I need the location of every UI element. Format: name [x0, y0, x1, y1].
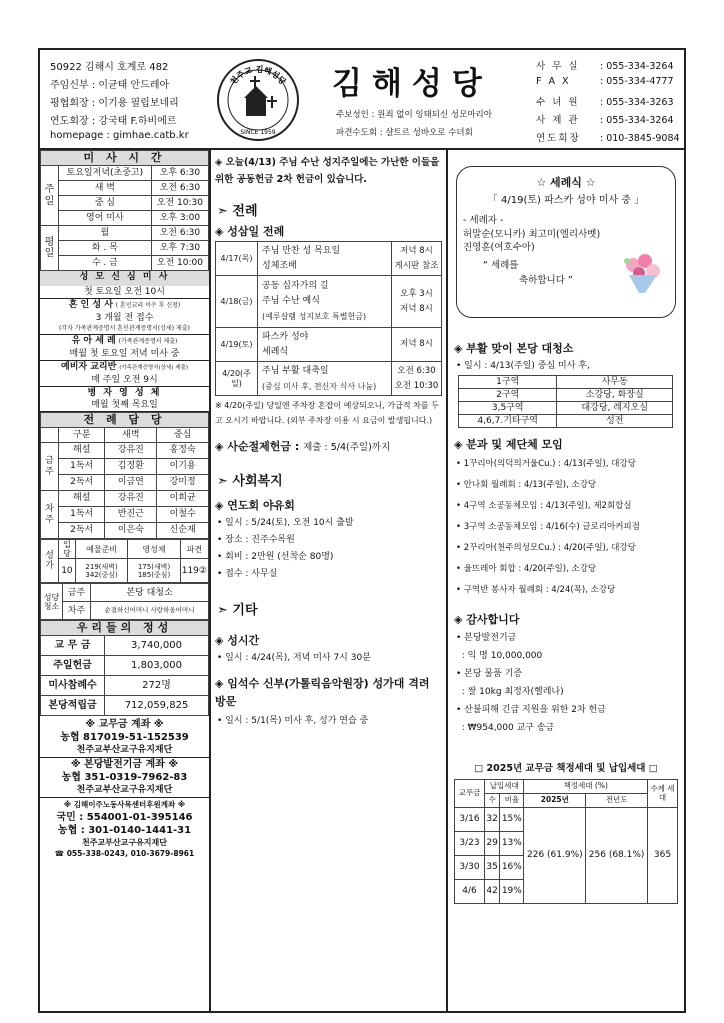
group-meeting-item: • 3구역 소공동체모임 : 4/16(수) 글로리아커피점: [456, 522, 640, 532]
triduum-heading: ◈ 성삼일 전례: [215, 225, 285, 238]
thanks-item: • 본당발전기금: [456, 633, 517, 643]
address: 50922 김해시 호계로 482: [50, 62, 169, 73]
contact-row: 수 녀 원 : 055-334-3263: [536, 97, 674, 108]
thanks-item: : 쌀 10kg 최정자(헬레나): [456, 687, 564, 697]
page-title: 김해성당: [332, 66, 492, 102]
svg-text:천주교 김해성당: 천주교 김해성당: [228, 64, 288, 87]
lent-offering: ◈ 사순절제헌금 : 제출 : 5/4(주일)까지: [215, 440, 391, 453]
sacrament-info: 성 모 신 심 미 사 첫 토요일 오전 10시 혼 인 성 사 ( 혼인교리 이수 후 신청) 3 개월 전 접수 (각자 가족관계증명서 혼인관계증명서(상세) 제출) 유 아 세 례 (가족관계증명서 제출) 매월 첫 토요일 저녁 미사 중 예비자 교리반 (가족관계증명서(상세) 제출) 매 주일 오전 9시 병 자 영 성 체 매월 첫째 목요일: [40, 271, 209, 412]
cleaning-table: 성당 청소 금주 본당 대청소 차주 순결하신어머니 사랑하올어머니: [40, 583, 209, 620]
clean-heading: ◈ 부활 맞이 본당 대청소: [454, 342, 574, 355]
flower-bouquet-icon: [615, 251, 667, 295]
groups-heading: ◈ 분과 및 제단체 모임: [454, 438, 563, 451]
mission-order: 파견수도회 : 샬트르 성바오로 수녀회: [336, 128, 473, 138]
triduum-table: [215, 241, 442, 396]
triduum-row: 4/20(주일) 주님 부활 대축일 (중심 미사 후, 전신자 식사 나눔) 오전 6:30 오전 10:30: [216, 362, 442, 396]
offerings-table: 우리들의 정성 교 무 금 3,740,000 주일헌금 1,803,000 미사참례수 272명 본당적립금 712,059,825: [40, 620, 209, 716]
picnic-heading: ◈ 연도회 야유회: [215, 499, 295, 512]
parking-notice: ※ 4/20(주일) 당일엔 주차장 혼잡이 예상되오니, 가급적 차를 두고 오시기 바랍니다. (외부 주차장 이용 시 요금이 발생됩니다.): [215, 401, 439, 425]
mass-schedule-table: 미 사 시 간 주일 토요일저녁(초중고) 오후 6:30 새 벽 오전 6:30 중 심 오전 10:30 영어 미사 오후 3:00 평일 월 오전 6:30 화 . 목 오후 7:30 수 . 금 오전 10:00: [40, 150, 209, 271]
thanks-item: : 익 명 10,000,000: [456, 651, 543, 661]
visit-heading: ◈ 임석수 신부(가톨릭음악원장) 성가대 격려 방문: [215, 677, 430, 708]
notice-text: ◈ 오늘(4/13) 주님 수난 성지주일에는 가난한 이들을 위한 공동헌금 2차 헌금이 있습니다.: [215, 157, 440, 185]
thanks-item: : ₩954,000 교구 송금: [456, 723, 555, 733]
middle-column: ◈ 오늘(4/13) 주님 수난 성지주일에는 가난한 이들을 위한 공동헌금 2차 헌금이 있습니다. ➣ 전례 ◈ 성삼일 전례 4/17(목) 주님 만찬 성 목요일 성체조배 저녁 8시 게시판 참조 4/18(금) 공동 십자가의 길 주님 수난 예식 (예루살렘 성지보호 특별헌금) 오후 3시 저녁 8시 4/19(토) 파스카 성야 세례식 저녁 8시 4/20(주일) 주님 부활 대축일 (중심 미사 후, 전신자 식사 나눔) 오전 6:30 오전 10:30 ※ 4/20(주일) 당일엔 주차장 혼잡이 예상되오니, 가급적 차를 두고 오시기 바랍니다. (외부 주차장 이용 시 요금이 발생됩니다.) ◈ 사순절제헌금 : 제출 : 5/4(주일)까지 ➣ 사회복지 ◈ 연도회 야유회 • 일시 : 5/24(토), 오전 10시 출발 • 장소 : 진주수목원 • 회비 : 2만원 (선착순 80명) • 접수 : 사무실 ➣ 기타 ◈ 성시간 • 일시 : 4/24(목), 저녁 미사 7시 30분 ◈ 임석수 신부(가톨릭음악원장) 성가대 격려 방문 • 일시 : 5/1(목) 미사 후, 성가 연습 중: [211, 150, 448, 1013]
left-column: [40, 150, 211, 1013]
clean-zone-table: [458, 375, 673, 428]
levy-table: 교무금 납입세대 책정세대 (%) 수계 세대 수 비율 2025년 전년도 3/16 32 15% 226 (61.9%) 256 (68.1%) 365 3/23 29 13% 3/30 35 16% 4/6 42 19%: [454, 779, 678, 904]
homepage: homepage : gimhae.catb.kr: [50, 130, 189, 141]
etc-heading: ➣ 기타: [217, 603, 258, 618]
ceremony-table: 전 례 담 당 구분 새벽 중심 금주 해설 강유진 홍정숙 1독서 김정환 이기용 2독서 이금연 강미정 차주 해설 강유진 이희균 1독서 반진근 이철수 2독서 이은숙 신순재: [40, 412, 209, 539]
baptism-box: ☆ 세례식 ☆ 「 4/19(토) 파스카 성야 미사 중 」 - 세례자 - 허말순(모니카) 최고미(엘리사벳) 진영훈(여호수아) “ 세례를 축하합니다 ”: [456, 166, 676, 318]
holy-hour-heading: ◈ 성시간: [215, 634, 260, 647]
header: [40, 50, 684, 150]
priest: 주임신부 : 이균태 안드레아: [50, 80, 170, 91]
patron-saint: 주보성인 : 원죄 없이 잉태되신 성모마리아: [336, 110, 492, 120]
contact-row: 사 무 실 : 055-334-3264: [536, 61, 674, 72]
group-meeting-item: • 2꾸리아(천주의성모Cu.) : 4/20(주일), 대강당: [456, 543, 636, 553]
bank-accounts: ※ 교무금 계좌 ※ 농협 817019-51-152539 천주교부산교구유지재단 ※ 본당발전기금 계좌 ※ 농협 351-0319-7962-83 천주교부산교구유지재단 ※ 김해이주노동사목센터후원계좌 ※ 국민 : 554001-01-395146 농협 : 301-0140-1441-31 천주교부산교구유지재단 ☎ 055-338-0243, 010-3679-8961: [40, 716, 209, 859]
levy-title: □ 2025년 교무금 책정세대 및 납입세대 □: [474, 763, 658, 774]
group-meeting-item: • 울뜨레아 회합 : 4/20(주일), 소강당: [456, 564, 597, 574]
contact-row: 사 제 관 : 055-334-3264: [536, 115, 674, 126]
triduum-row: 4/18(금) 공동 십자가의 길 주님 수난 예식 (예루살렘 성지보호 특별헌금) 오후 3시 저녁 8시: [216, 276, 442, 328]
association-president: 연도회장 : 강국태 F.하비에르: [50, 116, 177, 127]
group-meeting-item: • 1꾸리아(의덕의거울Cu.) : 4/13(주일), 대강당: [456, 459, 636, 469]
choir-table: 성가 입당 예물준비 영성체 파견 10 219(새벽) 342(중심) 175(새벽) 185(중심) 119②: [40, 539, 209, 583]
clean-zone-row: 2구역 소강당, 화장실: [459, 389, 673, 402]
contact-row: F A X : 055-334-4777: [536, 76, 674, 87]
thanks-heading: ◈ 감사합니다: [454, 613, 520, 626]
council-president: 평협회장 : 이기용 필립보네리: [50, 98, 179, 109]
clean-zone-row: 1구역 사무동: [459, 376, 673, 389]
right-column: ☆ 세례식 ☆ 「 4/19(토) 파스카 성야 미사 중 」 - 세례자 - 허말순(모니카) 최고미(엘리사벳) 진영훈(여호수아) “ 세례를 축하합니다 ” ◈ 부활 맞이 본당 대청소 • 일시 : 4/13(주일) 중심 미사 후, 1구역 사무동 2구역 소강당, 화장실 3,5구역 대강당, 레지오실 4,6,7.기타구역 성전 ◈ 분과 및 제단체 모임 • 1꾸리아(의덕의거울Cu.) : 4/13(주일), 대강당 • 안나회 월례회 : 4/13(주일), 소강당 • 4구역 소공동체모임 : 4/13(주일), 제2회합실 • 3구역 소공동체모임 : 4/16(수) 글로리아커피점 • 2꾸리아(천주의성모Cu.) : 4/20(주일), 대강당 • 울뜨레아 회합 : 4/20(주일), 소강당 • 구역반 봉사자 월례회 : 4/24(목), 소강당 ◈ 감사합니다 • 본당발전기금 : 익 명 10,000,000 • 본당 물품 기증 : 쌀 10kg 최정자(헬레나) • 산불피해 긴급 지원을 위한 2차 헌금 : ₩954,000 교구 송금 □ 2025년 교무금 책정세대 및 납입세대 □ 교무금 납입세대 책정세대 (%) 수계 세대 수 비율 2025년 전년도 3/16 32 15% 226 (61.9%) 256 (68.1%) 365 3/23 29 13% 3/30 35 16% 4/6 42 19%: [448, 150, 684, 1013]
clean-zone-row: 4,6,7.기타구역 성전: [459, 415, 673, 428]
group-meeting-item: • 구역반 봉사자 월례회 : 4/24(목), 소강당: [456, 585, 616, 595]
bulletin-page: [38, 48, 686, 1013]
contact-row: 연도회장 : 010-3845-9084: [536, 133, 680, 144]
svg-text:SINCE 1959: SINCE 1959: [240, 129, 276, 136]
triduum-row: 4/17(목) 주님 만찬 성 목요일 성체조배 저녁 8시 게시판 참조: [216, 242, 442, 276]
triduum-row: 4/19(토) 파스카 성야 세례식 저녁 8시: [216, 328, 442, 362]
group-meeting-item: • 4구역 소공동체모임 : 4/13(주일), 제2회합실: [456, 501, 632, 511]
thanks-item: • 산불피해 긴급 지원을 위한 2차 헌금: [456, 705, 606, 715]
group-meeting-item: • 안나회 월례회 : 4/13(주일), 소강당: [456, 480, 597, 490]
liturgy-heading: ➣ 전례: [217, 204, 258, 219]
church-seal-logo: [216, 58, 300, 142]
thanks-item: • 본당 물품 기증: [456, 669, 523, 679]
welfare-heading: ➣ 사회복지: [217, 474, 283, 489]
clean-zone-row: 3,5구역 대강당, 레지오실: [459, 402, 673, 415]
